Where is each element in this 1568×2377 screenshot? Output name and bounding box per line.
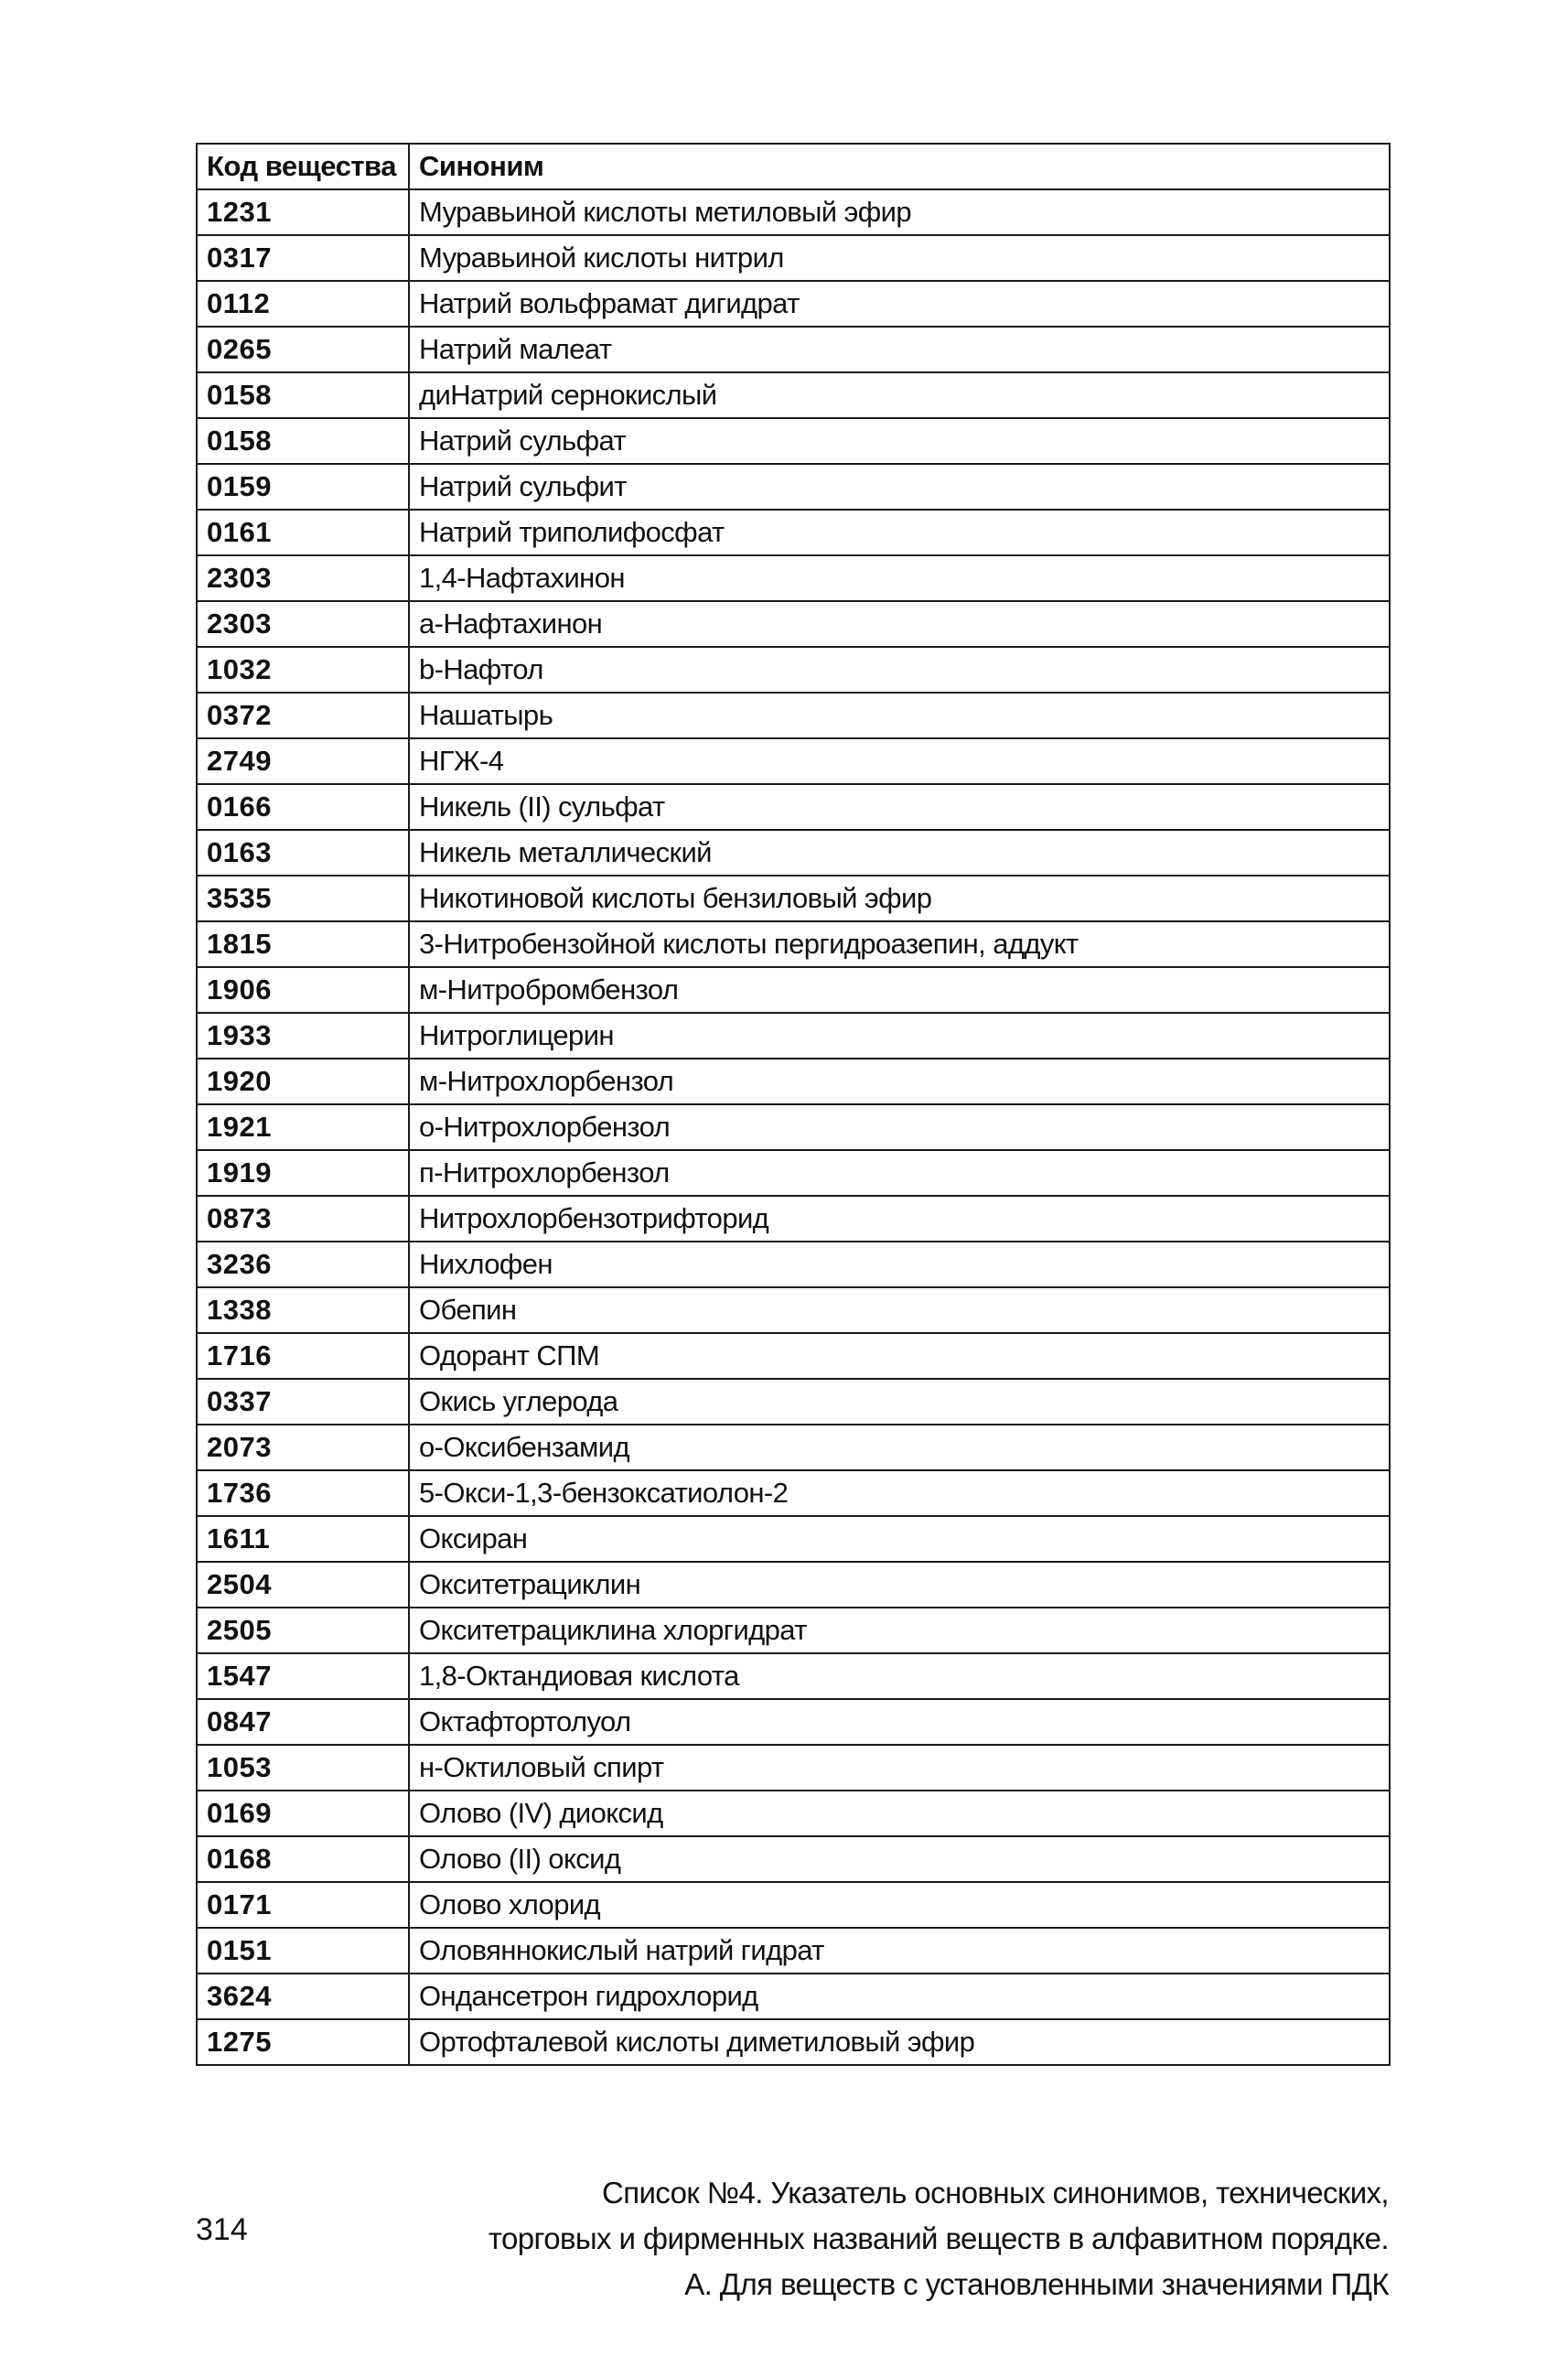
synonym-name: Обепин (409, 1287, 1390, 1333)
substance-code: 0873 (197, 1196, 409, 1242)
synonym-name: Натрий сульфит (409, 464, 1390, 510)
synonym-name: Натрий вольфрамат дигидрат (409, 281, 1390, 327)
table-row (197, 281, 1390, 327)
synonym-name: Натрий триполифосфат (409, 510, 1390, 555)
table-header-row (197, 144, 1390, 189)
table-row (197, 1516, 1390, 1562)
synonym-name: Окситетрациклина хлоргидрат (409, 1608, 1390, 1653)
synonym-name: Нашатырь (409, 693, 1390, 738)
synonym-name: 3-Нитробензойной кислоты пергидроазепин, аддукт (409, 921, 1390, 967)
synonym-name: Нитроглицерин (409, 1013, 1390, 1059)
substance-code: 0317 (197, 235, 409, 281)
synonym-name: Муравьиной кислоты нитрил (409, 235, 1390, 281)
substance-code: 2303 (197, 601, 409, 647)
table-row (197, 1699, 1390, 1745)
table-row (197, 693, 1390, 738)
synonym-name: 1,8-Октандиовая кислота (409, 1653, 1390, 1699)
synonym-name: Олово (II) оксид (409, 1836, 1390, 1882)
table-row (197, 555, 1390, 601)
synonym-name: Муравьиной кислоты метиловый эфир (409, 189, 1390, 235)
substance-code: 1338 (197, 1287, 409, 1333)
substance-code: 1919 (197, 1150, 409, 1196)
table-row (197, 1425, 1390, 1470)
synonym-name: Никотиновой кислоты бензиловый эфир (409, 876, 1390, 921)
synonym-name: Нихлофен (409, 1242, 1390, 1287)
substance-code: 0337 (197, 1379, 409, 1425)
synonym-name: Одорант СПМ (409, 1333, 1390, 1379)
substance-code: 0163 (197, 830, 409, 876)
table-row (197, 189, 1390, 235)
substance-code: 0161 (197, 510, 409, 555)
synonym-name: 1,4-Нафтахинон (409, 555, 1390, 601)
substance-code: 0159 (197, 464, 409, 510)
table-row (197, 876, 1390, 921)
synonym-name: Окись углерода (409, 1379, 1390, 1425)
synonym-name: н-Октиловый спирт (409, 1745, 1390, 1791)
synonym-name: b-Нафтол (409, 647, 1390, 693)
table-row (197, 1836, 1390, 1882)
substance-code: 0112 (197, 281, 409, 327)
table-row (197, 1470, 1390, 1516)
table-row (197, 1242, 1390, 1287)
substance-code: 0169 (197, 1791, 409, 1836)
substance-code: 3236 (197, 1242, 409, 1287)
synonym-name: о-Нитрохлорбензол (409, 1104, 1390, 1150)
substance-code: 0158 (197, 418, 409, 464)
table-row (197, 327, 1390, 372)
substance-code: 1920 (197, 1059, 409, 1104)
caption-line-1: Список №4. Указатель основных синонимов, технических, (601, 2176, 1389, 2210)
substance-code: 2504 (197, 1562, 409, 1608)
table-row (197, 418, 1390, 464)
substance-code: 2303 (197, 555, 409, 601)
table-row (197, 1013, 1390, 1059)
substance-code: 0171 (197, 1882, 409, 1928)
substance-code: 1921 (197, 1104, 409, 1150)
substance-code: 1611 (197, 1516, 409, 1562)
table-row (197, 921, 1390, 967)
substance-code: 3624 (197, 1974, 409, 2019)
table-body (197, 189, 1390, 2065)
table-row (197, 1379, 1390, 1425)
table-row (197, 1653, 1390, 1699)
substance-code: 1906 (197, 967, 409, 1013)
table-row (197, 1333, 1390, 1379)
substance-code: 1736 (197, 1470, 409, 1516)
header-synonym: Синоним (409, 144, 1390, 189)
table-row (197, 967, 1390, 1013)
page-number: 314 (196, 2212, 248, 2247)
substance-code: 2505 (197, 1608, 409, 1653)
table-row (197, 1059, 1390, 1104)
synonym-name: Нитрохлорбензотрифторид (409, 1196, 1390, 1242)
table-row (197, 738, 1390, 784)
substance-code: 0151 (197, 1928, 409, 1974)
table-row (197, 464, 1390, 510)
synonym-name: Никель (II) сульфат (409, 784, 1390, 830)
table-row (197, 1150, 1390, 1196)
table-row (197, 601, 1390, 647)
substance-code: 1933 (197, 1013, 409, 1059)
synonym-name: НГЖ-4 (409, 738, 1390, 784)
table-row (197, 235, 1390, 281)
caption-line-3: А. Для веществ с установленными значениями ПДК (684, 2267, 1389, 2301)
synonym-name: м-Нитрохлорбензол (409, 1059, 1390, 1104)
table-row (197, 2019, 1390, 2065)
substance-code: 0168 (197, 1836, 409, 1882)
substance-code: 0166 (197, 784, 409, 830)
table-row (197, 1928, 1390, 1974)
synonym-name: Октафтортолуол (409, 1699, 1390, 1745)
running-footer-caption (474, 2170, 1389, 2307)
substance-code: 1716 (197, 1333, 409, 1379)
substance-code: 1547 (197, 1653, 409, 1699)
substance-code: 0158 (197, 372, 409, 418)
synonym-name: Оксиран (409, 1516, 1390, 1562)
synonym-name: м-Нитробромбензол (409, 967, 1390, 1013)
synonym-name: Оловяннокислый натрий гидрат (409, 1928, 1390, 1974)
table-row (197, 1608, 1390, 1653)
table-row (197, 1104, 1390, 1150)
table-row (197, 1287, 1390, 1333)
substance-code: 0265 (197, 327, 409, 372)
table-row (197, 372, 1390, 418)
synonym-name: диНатрий сернокислый (409, 372, 1390, 418)
substance-code: 2073 (197, 1425, 409, 1470)
synonym-name: а-Нафтахинон (409, 601, 1390, 647)
substance-code: 0847 (197, 1699, 409, 1745)
substance-code: 1275 (197, 2019, 409, 2065)
table-row (197, 784, 1390, 830)
synonym-name: 5-Окси-1,3-бензоксатиолон-2 (409, 1470, 1390, 1516)
substance-code: 1032 (197, 647, 409, 693)
synonym-name: Окситетрациклин (409, 1562, 1390, 1608)
table-row (197, 1745, 1390, 1791)
synonym-name: Натрий сульфат (409, 418, 1390, 464)
substance-code: 1053 (197, 1745, 409, 1791)
substance-code: 3535 (197, 876, 409, 921)
synonym-name: Олово (IV) диоксид (409, 1791, 1390, 1836)
table-row (197, 510, 1390, 555)
table-row (197, 1196, 1390, 1242)
table-row (197, 1791, 1390, 1836)
table-row (197, 1562, 1390, 1608)
synonym-name: о-Оксибензамид (409, 1425, 1390, 1470)
substance-code: 1815 (197, 921, 409, 967)
substance-code: 2749 (197, 738, 409, 784)
substance-code: 0372 (197, 693, 409, 738)
synonym-name: Никель металлический (409, 830, 1390, 876)
synonym-name: Ондансетрон гидрохлорид (409, 1974, 1390, 2019)
header-code: Код вещества (197, 144, 409, 189)
synonym-name: Ортофталевой кислоты диметиловый эфир (409, 2019, 1390, 2065)
table-row (197, 1974, 1390, 2019)
table-row (197, 1882, 1390, 1928)
table-row (197, 647, 1390, 693)
caption-line-2: торговых и фирменных названий веществ в алфавитном порядке. (488, 2221, 1389, 2255)
table-row (197, 830, 1390, 876)
substance-code: 1231 (197, 189, 409, 235)
synonym-name: Натрий малеат (409, 327, 1390, 372)
synonyms-table (196, 143, 1391, 2066)
synonym-name: п-Нитрохлорбензол (409, 1150, 1390, 1196)
synonym-name: Олово хлорид (409, 1882, 1390, 1928)
